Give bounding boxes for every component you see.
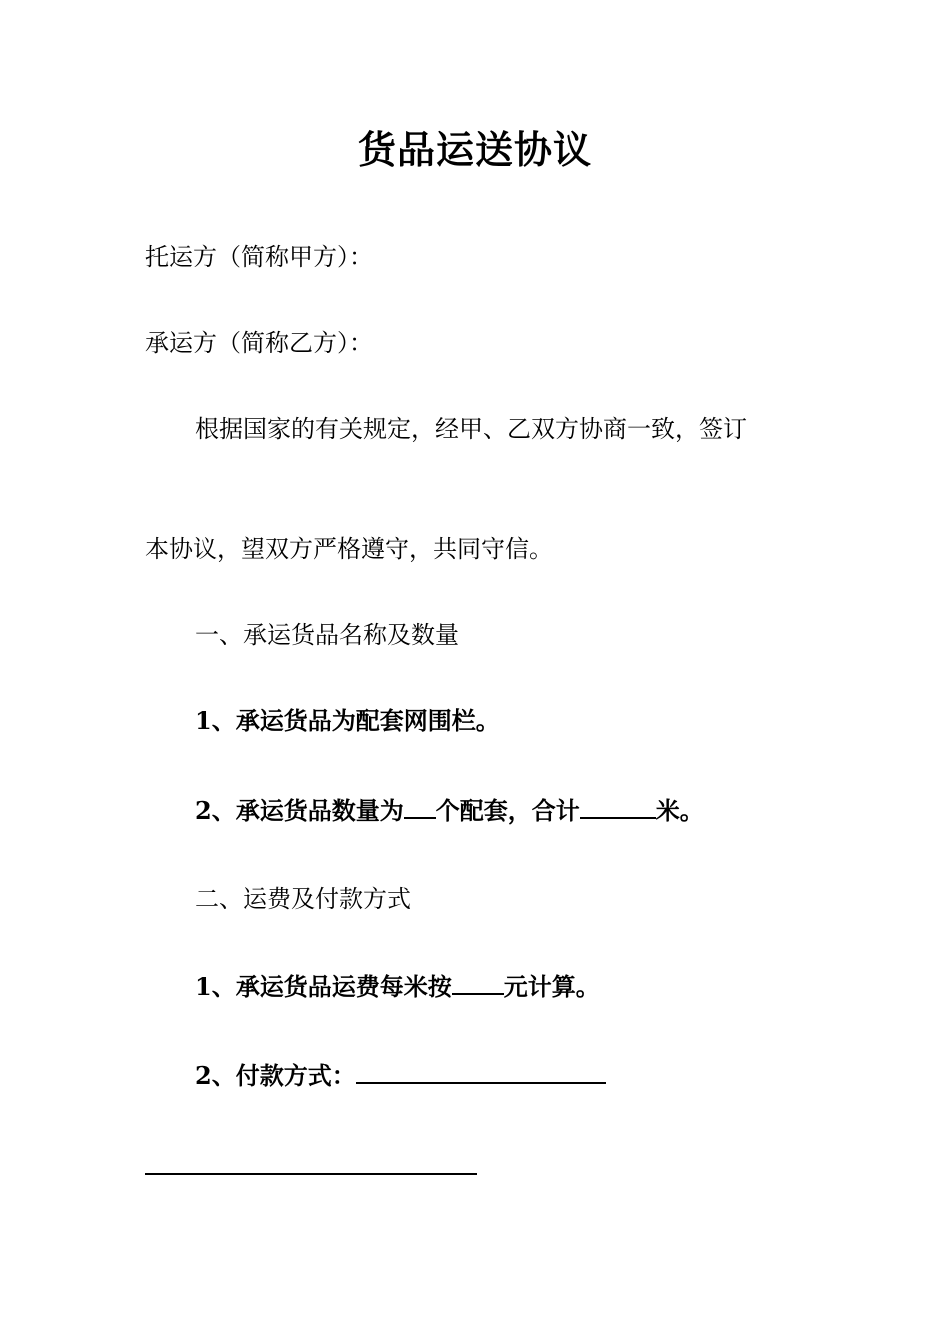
section-1-item-2-text-c: 米。 [655, 796, 704, 825]
quantity-sets-blank[interactable] [404, 793, 436, 819]
payment-method-continuation-line[interactable] [145, 1173, 477, 1175]
section-1-item-2 [195, 793, 704, 828]
preamble-line-2: 本协议，望双方严格遵守，共同守信。 [145, 535, 553, 563]
payment-method-label: 2、付款方式： [195, 1061, 356, 1090]
rate-per-meter-blank[interactable] [452, 969, 504, 995]
total-meters-blank[interactable] [580, 793, 656, 819]
section-2-item-1 [195, 969, 600, 1004]
document-title: 货品运送协议 [357, 127, 592, 172]
preamble-line-1: 根据国家的有关规定，经甲、乙双方协商一致，签订 [195, 415, 747, 443]
section-1-item-1: 1、承运货品为配套网围栏。 [195, 706, 500, 735]
section-2-item-2 [195, 1058, 606, 1093]
section-1-item-2-text-a: 2、承运货品数量为 [195, 796, 404, 825]
section-1-heading: 一、承运货品名称及数量 [195, 621, 459, 649]
section-2-item-1-text-b: 元计算。 [503, 972, 600, 1001]
payment-method-blank[interactable] [356, 1058, 606, 1084]
section-2-item-1-text-a: 1、承运货品运费每米按 [195, 972, 452, 1001]
section-1-item-2-text-b: 个配套，合计 [435, 796, 580, 825]
party-a-label: 托运方（简称甲方）： [145, 243, 373, 271]
section-2-heading: 二、运费及付款方式 [195, 885, 411, 913]
party-b-label: 承运方（简称乙方）： [145, 329, 373, 357]
